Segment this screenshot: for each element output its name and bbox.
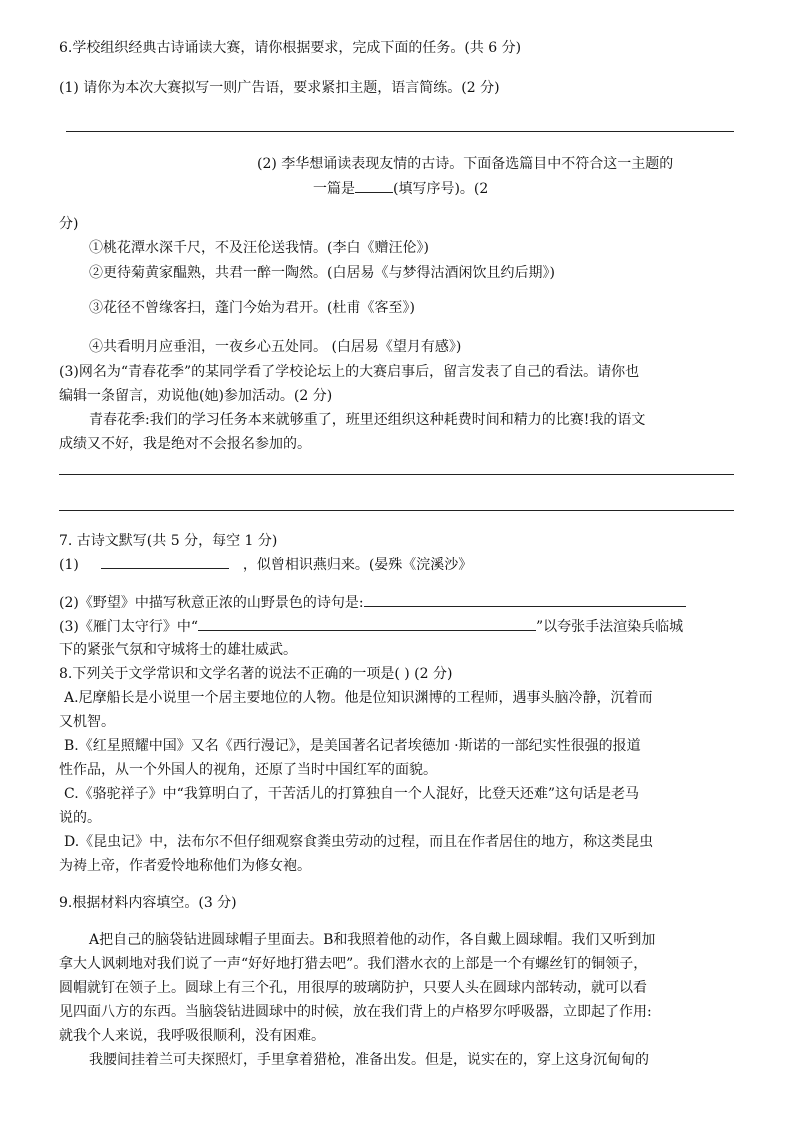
q9-para-line4: 见四面八方的东西。当脑袋钻进圆球中的时候，放在我们背上的卢格罗尔呼吸器，立即起了作用: (59, 1004, 652, 1020)
q8-title: 8.下列关于文学常识和文学名著的说法不正确的一项是( ) (2 分) (59, 666, 453, 682)
q9-para-line6: 我腰间挂着兰可夫探照灯，手里拿着猎枪，准备出发。但是，说实在的，穿上这身沉甸甸的 (89, 1052, 649, 1068)
q6-part2-blank[interactable] (355, 178, 393, 193)
q6-option-4: ④共看明月应垂泪，一夜乡心五处同。 (白居易《望月有感》) (89, 339, 462, 355)
q6-part2-line1: (2) 李华想诵读表现友情的古诗。下面备选篇目中不符合这一主题的 (257, 156, 674, 172)
q8-option-b-line1: B.《红星照耀中国》又名《西行漫记》，是美国著名记者埃德加 ·斯诺的一部纪实性很强的报道 (64, 738, 641, 754)
q7-blank-1[interactable] (101, 554, 229, 569)
q8-option-a-line1: A.尼摩船长是小说里一个居主要地位的人物。他是位知识渊博的工程师，遇事头脑冷静，沉着而 (64, 690, 653, 706)
q7-line2 (59, 592, 686, 613)
q7-item2-text: (2)《野望》中描写秋意正浓的山野景色的诗句是: (59, 595, 364, 611)
q6-option-3: ③花径不曾缘客扫，蓬门今始为君开。(杜甫《客至》) (89, 300, 415, 316)
q6-part2-line3: 分) (59, 216, 79, 232)
q6-option-1: ①桃花潭水深千尺，不及汪伦送我情。(李白《赠汪伦》) (89, 240, 429, 256)
q8-option-c-line1: C.《骆驼祥子》中“我算明白了，干苦活儿的打算独自一个人混好，比登天还难”这句话是老马 (64, 786, 639, 802)
q6-part2-line2 (313, 178, 488, 199)
q7-line4: 下的紧张气氛和守城将士的雄壮威武。 (59, 642, 297, 658)
q6-option-2: ②更待菊黄家醖熟，共君一醉一陶然。(白居易《与梦得沽酒闲饮且约后期》) (89, 265, 555, 281)
q6-title: 6.学校组织经典古诗诵读大赛，请你根据要求，完成下面的任务。(共 6 分) (59, 40, 522, 56)
answer-line-q6-1[interactable] (66, 131, 734, 132)
q6-quote-line2: 成绩又不好，我是绝对不会报名参加的。 (59, 436, 311, 452)
q8-option-b-line2: 性作品，从一个外国人的视角，还原了当时中国红军的面貌。 (59, 762, 437, 778)
answer-line-q6-3b[interactable] (59, 510, 734, 511)
q8-option-d-line2: 为祷上帝，作者爱怜地称他们为修女袍。 (59, 858, 311, 874)
q6-part3-line2: 编辑一条留言，劝说他(她)参加活动。(2 分) (59, 388, 333, 404)
q6-part3-line1: (3)网名为“青春花季”的某同学看了学校论坛上的大赛启事后，留言发表了自己的看法。请你也 (59, 364, 640, 380)
q9-para-line5: 就我个人来说，我呼吸很顺利，没有困难。 (59, 1028, 325, 1044)
q7-blank-3[interactable] (198, 616, 536, 631)
q8-option-a-line2: 又机智。 (59, 714, 115, 730)
answer-line-q6-3a[interactable] (59, 474, 734, 475)
q9-para-line1: A把自己的脑袋钻进圆球帽子里面去。B和我照着他的动作，各自戴上圆球帽。我们又听到加 (89, 932, 656, 948)
q7-blank-2[interactable] (364, 592, 686, 607)
q7-line1 (59, 554, 472, 575)
q7-item1-text: ，似曾相识燕归来。(晏殊《浣溪沙》 (242, 557, 473, 573)
q7-item1-label: (1) (59, 557, 79, 573)
q8-option-c-line2: 说的。 (59, 810, 101, 826)
q6-part1: (1) 请你为本次大赛拟写一则广告语，要求紧扣主题，语言简练。(2 分) (59, 80, 500, 96)
q7-item3-suffix: ”以夸张手法渲染兵临城 (536, 619, 684, 635)
q6-part2-suffix: (填写序号)。(2 (393, 181, 489, 197)
q8-option-d-line1: D.《昆虫记》中，法布尔不但仔细观察食粪虫劳动的过程，而且在作者居住的地方，称这类昆虫 (64, 834, 654, 850)
q9-title: 9.根据材料内容填空。(3 分) (59, 895, 237, 911)
q7-item3-prefix: (3)《雁门太守行》中“ (59, 619, 198, 635)
q9-para-line2: 拿大人讽刺地对我们说了一声“好好地打猎去吧”。我们潜水衣的上部是一个有螺丝钉的铜领子， (59, 956, 648, 972)
q9-para-line3: 圆帽就钉在领子上。圆球上有三个孔，用很厚的玻璃防护，只要人头在圆球内部转动，就可以看 (59, 980, 647, 996)
q6-part2-prefix: 一篇是 (313, 181, 355, 197)
q7-title: 7. 古诗文默写(共 5 分，每空 1 分) (59, 533, 278, 549)
q7-line3 (59, 616, 683, 637)
q6-quote-line1: 青春花季:我们的学习任务本来就够重了，班里还组织这种耗费时间和精力的比赛!我的语文 (89, 412, 646, 428)
